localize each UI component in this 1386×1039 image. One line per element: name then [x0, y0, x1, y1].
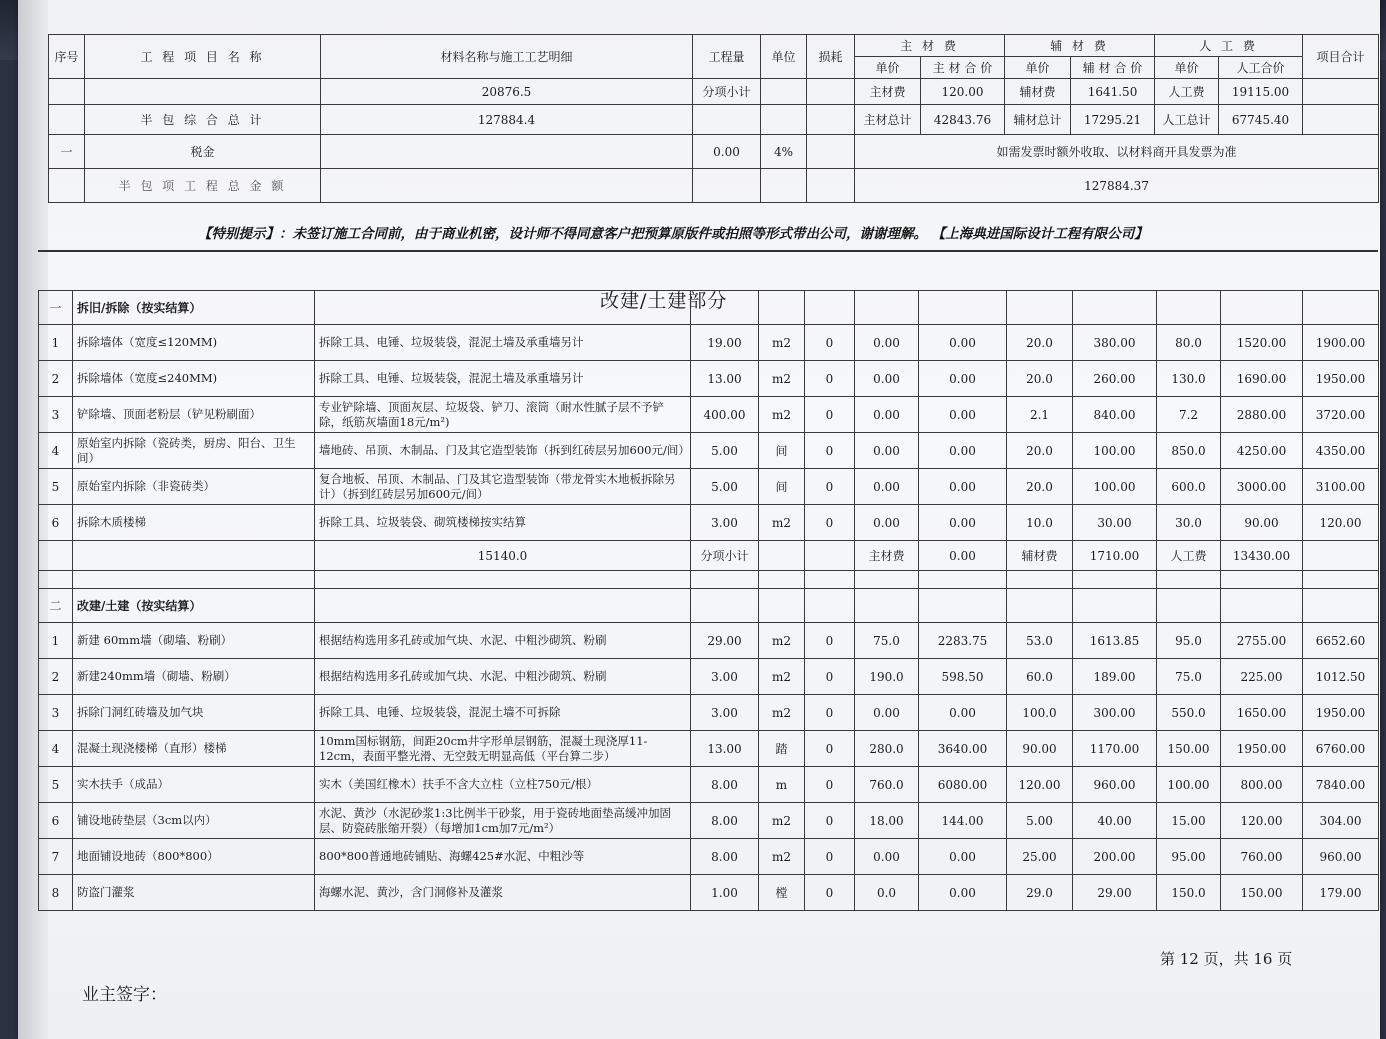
aux-unit-price: 2.1: [1007, 397, 1073, 433]
header-main-unit-price: 单价: [855, 57, 921, 79]
main-total: 2283.75: [919, 623, 1007, 659]
labor-total: 150.00: [1221, 875, 1303, 911]
unit: m2: [759, 803, 805, 839]
quantity: 29.00: [691, 623, 759, 659]
prev-main-value: 120.00: [921, 79, 1005, 105]
item-name: 地面铺设地砖（800*800）: [73, 839, 315, 875]
main-total-label: 主材总计: [855, 105, 921, 135]
header-aux-total: 辅 材 合 价: [1071, 57, 1155, 79]
item-total: 6652.60: [1303, 623, 1379, 659]
empty-cell: [855, 291, 919, 325]
budget-table: [38, 290, 1379, 911]
header-labor-unit-price: 单价: [1155, 57, 1219, 79]
labor-unit-price: 75.0: [1157, 659, 1221, 695]
row-number: 7: [39, 839, 73, 875]
aux-total-value: 17295.21: [1071, 105, 1155, 135]
labor-unit-price: 95.0: [1157, 623, 1221, 659]
labor-total: 3000.00: [1221, 469, 1303, 505]
loss: 0: [805, 731, 855, 767]
table-row: [39, 659, 1379, 695]
loss: 0: [805, 875, 855, 911]
empty-cell: [759, 291, 805, 325]
grand-total-label: 半 包 项 工 程 总 金 额: [85, 169, 321, 203]
subtotal-labor-label: 人工费: [1157, 541, 1221, 571]
item-name: 防盗门灌浆: [73, 875, 315, 911]
row-number: 1: [39, 623, 73, 659]
loss: 0: [805, 803, 855, 839]
empty-cell: [1157, 589, 1221, 623]
main-total: 0.00: [919, 875, 1007, 911]
prev-subtotal-label: 分项小计: [693, 79, 761, 105]
section-header-row: [39, 589, 1379, 623]
unit: m2: [759, 659, 805, 695]
header-item-name: 工 程 项 目 名 称: [85, 35, 321, 79]
table-row: [39, 767, 1379, 803]
empty-cell: [1303, 291, 1379, 325]
item-name: 实木扶手（成品）: [73, 767, 315, 803]
quantity: 3.00: [691, 695, 759, 731]
item-name: 原始室内拆除（非瓷砖类）: [73, 469, 315, 505]
labor-total: 1690.00: [1221, 361, 1303, 397]
labor-total: 1950.00: [1221, 731, 1303, 767]
aux-unit-price: 20.0: [1007, 433, 1073, 469]
prev-labor-value: 19115.00: [1219, 79, 1303, 105]
aux-unit-price: 90.00: [1007, 731, 1073, 767]
aux-unit-price: 20.0: [1007, 469, 1073, 505]
empty-cell: [315, 291, 691, 325]
row-number: 3: [39, 695, 73, 731]
aux-total: 200.00: [1073, 839, 1157, 875]
empty-cell: [1221, 291, 1303, 325]
empty-cell: [919, 291, 1007, 325]
labor-unit-price: 15.00: [1157, 803, 1221, 839]
unit: m2: [759, 839, 805, 875]
aux-total: 189.00: [1073, 659, 1157, 695]
header-aux-material: 辅 材 费: [1005, 35, 1155, 57]
unit: 间: [759, 433, 805, 469]
aux-total: 840.00: [1073, 397, 1157, 433]
special-notice: 【特别提示】：未签订施工合同前，由于商业机密，设计师不得同意客户把预算原版件或拍照等形式带出公司，谢谢理解。 【上海典进国际设计工程有限公司】: [198, 226, 1148, 242]
labor-unit-price: 150.0: [1157, 875, 1221, 911]
aux-total: 1170.00: [1073, 731, 1157, 767]
item-total: 1950.00: [1303, 695, 1379, 731]
labor-total: 2880.00: [1221, 397, 1303, 433]
subtotal-main-label: 主材费: [855, 541, 919, 571]
tax-amount: 0.00: [693, 135, 761, 169]
labor-unit-price: 850.0: [1157, 433, 1221, 469]
item-name: 新建240mm墙（砌墙、粉刷）: [73, 659, 315, 695]
item-total: 120.00: [1303, 505, 1379, 541]
main-unit-price: 0.00: [855, 397, 919, 433]
empty-cell: [1073, 291, 1157, 325]
labor-total: 760.00: [1221, 839, 1303, 875]
loss: 0: [805, 361, 855, 397]
prev-labor-label: 人工费: [1155, 79, 1219, 105]
grand-total-value: 127884.37: [855, 169, 1379, 203]
main-total: 598.50: [919, 659, 1007, 695]
loss: 0: [805, 695, 855, 731]
table-row: [39, 623, 1379, 659]
empty-cell: [919, 589, 1007, 623]
item-total: 3100.00: [1303, 469, 1379, 505]
empty-cell: [855, 571, 919, 589]
empty-cell: [1157, 291, 1221, 325]
table-row: [39, 361, 1379, 397]
loss: 0: [805, 433, 855, 469]
item-description: 800*800普通地砖铺贴、海螺425#水泥、中粗沙等: [315, 839, 691, 875]
aux-unit-price: 25.00: [1007, 839, 1073, 875]
main-unit-price: 0.00: [855, 505, 919, 541]
main-total: 0.00: [919, 695, 1007, 731]
tax-rate: 4%: [761, 135, 807, 169]
unit: m2: [759, 397, 805, 433]
header-item-total: 项目合计: [1303, 35, 1379, 79]
main-total: 0.00: [919, 433, 1007, 469]
main-total-value: 42843.76: [921, 105, 1005, 135]
quantity: 19.00: [691, 325, 759, 361]
section-title-cell: 拆旧/拆除（按实结算）: [73, 291, 315, 325]
table-row: [39, 505, 1379, 541]
empty-cell: [1073, 571, 1157, 589]
unit: m2: [759, 325, 805, 361]
empty-cell: [1157, 571, 1221, 589]
loss: 0: [805, 397, 855, 433]
item-description: 拆除工具、电锤、垃圾装袋，混泥土墙及承重墙另计: [315, 325, 691, 361]
header-unit: 单位: [761, 35, 807, 79]
loss: 0: [805, 767, 855, 803]
main-total: 0.00: [919, 325, 1007, 361]
prev-main-label: 主材费: [855, 79, 921, 105]
aux-total: 260.00: [1073, 361, 1157, 397]
section-seq: 二: [39, 589, 73, 623]
item-total: 960.00: [1303, 839, 1379, 875]
quantity: 3.00: [691, 659, 759, 695]
aux-total: 100.00: [1073, 433, 1157, 469]
empty-cell: [1303, 571, 1379, 589]
item-name: 新建 60mm墙（砌墙、粉刷）: [73, 623, 315, 659]
aux-unit-price: 5.00: [1007, 803, 1073, 839]
main-unit-price: 190.0: [855, 659, 919, 695]
main-unit-price: 0.00: [855, 695, 919, 731]
aux-total: 40.00: [1073, 803, 1157, 839]
empty-cell: [1073, 589, 1157, 623]
empty-cell: [691, 571, 759, 589]
labor-total: 1650.00: [1221, 695, 1303, 731]
header-main-total: 主 材 合 价: [921, 57, 1005, 79]
row-number: 4: [39, 731, 73, 767]
main-unit-price: 760.0: [855, 767, 919, 803]
labor-unit-price: 7.2: [1157, 397, 1221, 433]
labor-total: 1520.00: [1221, 325, 1303, 361]
main-total: 0.00: [919, 397, 1007, 433]
summary-table: [48, 34, 1379, 203]
table-row: [39, 695, 1379, 731]
prev-aux-label: 辅材费: [1005, 79, 1071, 105]
table-row: [39, 731, 1379, 767]
quantity: 5.00: [691, 469, 759, 505]
labor-total: 800.00: [1221, 767, 1303, 803]
empty-cell: [1303, 589, 1379, 623]
item-description: 墙地砖、吊顶、木制品、门及其它造型装饰（拆到红砖层另加600元/间）: [315, 433, 691, 469]
empty-cell: [1007, 291, 1073, 325]
item-description: 海螺水泥、黄沙，含门洞修补及灌浆: [315, 875, 691, 911]
quantity: 5.00: [691, 433, 759, 469]
aux-unit-price: 29.0: [1007, 875, 1073, 911]
main-total: 6080.00: [919, 767, 1007, 803]
item-name: 铺设地砖垫层（3cm以内）: [73, 803, 315, 839]
labor-total-value: 67745.40: [1219, 105, 1303, 135]
tax-seq: 一: [49, 135, 85, 169]
loss: 0: [805, 839, 855, 875]
section-title: 改建/土建部分: [600, 290, 728, 312]
loss: 0: [805, 623, 855, 659]
aux-total: 29.00: [1073, 875, 1157, 911]
labor-unit-price: 30.0: [1157, 505, 1221, 541]
main-unit-price: 75.0: [855, 623, 919, 659]
unit: 樘: [759, 875, 805, 911]
aux-total: 1613.85: [1073, 623, 1157, 659]
aux-total: 30.00: [1073, 505, 1157, 541]
item-name: 铲除墙、顶面老粉层（铲见粉刷面）: [73, 397, 315, 433]
labor-unit-price: 550.0: [1157, 695, 1221, 731]
table-row: [39, 875, 1379, 911]
labor-unit-price: 95.00: [1157, 839, 1221, 875]
empty-cell: [805, 291, 855, 325]
prev-subtotal-amount: 20876.5: [321, 79, 693, 105]
item-total: 179.00: [1303, 875, 1379, 911]
empty-cell: [1007, 589, 1073, 623]
empty-cell: [73, 541, 315, 571]
header-aux-unit-price: 单价: [1005, 57, 1071, 79]
aux-unit-price: 60.0: [1007, 659, 1073, 695]
main-total: 0.00: [919, 505, 1007, 541]
section-title-cell: 改建/土建（按实结算）: [73, 589, 315, 623]
tax-label: 税金: [85, 135, 321, 169]
item-description: 复合地板、吊顶、木制品、门及其它造型装饰（带龙骨实木地板拆除另计）（拆到红砖层另加600元/间）: [315, 469, 691, 505]
item-name: 拆除门洞红砖墙及加气块: [73, 695, 315, 731]
empty-cell: [1303, 541, 1379, 571]
loss: 0: [805, 325, 855, 361]
subtotal-main-value: 0.00: [919, 541, 1007, 571]
loss: 0: [805, 659, 855, 695]
prev-aux-value: 1641.50: [1071, 79, 1155, 105]
invoice-note: 如需发票时额外收取、以材料商开具发票为准: [855, 135, 1379, 169]
labor-total-label: 人工总计: [1155, 105, 1219, 135]
quantity: 8.00: [691, 767, 759, 803]
labor-total: 4250.00: [1221, 433, 1303, 469]
main-unit-price: 18.00: [855, 803, 919, 839]
main-total: 0.00: [919, 839, 1007, 875]
page-number: 第 12 页，共 16 页: [1160, 950, 1293, 968]
subtotal-aux-value: 1710.00: [1073, 541, 1157, 571]
row-number: 6: [39, 803, 73, 839]
item-description: 10mm国标钢筋，间距20cm井字形单层钢筋，混凝土现浇厚11-12cm，表面平整光滑、无空鼓无明显高低（平台算二步）: [315, 731, 691, 767]
labor-unit-price: 130.0: [1157, 361, 1221, 397]
item-description: 水泥、黄沙（水泥砂浆1:3比例半干砂浆，用于瓷砖地面垫高缓冲加固层、防瓷砖胀缩开裂）（每增加1cm加7元/m²）: [315, 803, 691, 839]
labor-total: 2755.00: [1221, 623, 1303, 659]
quantity: 8.00: [691, 839, 759, 875]
half-total-value: 127884.4: [321, 105, 693, 135]
half-total-label: 半 包 综 合 总 计: [85, 105, 321, 135]
loss: 0: [805, 469, 855, 505]
aux-unit-price: 100.0: [1007, 695, 1073, 731]
item-description: 专业铲除墙、顶面灰层、垃圾袋、铲刀、滚筒（耐水性腻子层不予铲除，纸筋灰墙面18元/m²): [315, 397, 691, 433]
quantity: 8.00: [691, 803, 759, 839]
header-material-desc: 材料名称与施工工艺明细: [321, 35, 693, 79]
labor-total: 225.00: [1221, 659, 1303, 695]
divider: [38, 250, 1378, 252]
quantity: 13.00: [691, 731, 759, 767]
main-unit-price: 280.0: [855, 731, 919, 767]
section-seq: 一: [39, 291, 73, 325]
unit: m2: [759, 623, 805, 659]
row-number: 5: [39, 767, 73, 803]
subtotal-row: [39, 541, 1379, 571]
unit: m2: [759, 695, 805, 731]
row-number: 3: [39, 397, 73, 433]
empty-cell: [73, 571, 315, 589]
labor-unit-price: 150.00: [1157, 731, 1221, 767]
main-unit-price: 0.0: [855, 875, 919, 911]
main-unit-price: 0.00: [855, 361, 919, 397]
row-number: 6: [39, 505, 73, 541]
row-number: 4: [39, 433, 73, 469]
subtotal-labor-value: 13430.00: [1221, 541, 1303, 571]
table-row: [39, 469, 1379, 505]
empty-cell: [691, 589, 759, 623]
unit: m2: [759, 361, 805, 397]
empty-cell: [1007, 571, 1073, 589]
empty-cell: [805, 589, 855, 623]
item-name: 拆除墙体（宽度≤120MM): [73, 325, 315, 361]
row-number: 2: [39, 659, 73, 695]
item-total: 6760.00: [1303, 731, 1379, 767]
main-unit-price: 0.00: [855, 469, 919, 505]
quantity: 1.00: [691, 875, 759, 911]
table-row: [39, 803, 1379, 839]
unit: 间: [759, 469, 805, 505]
owner-signature: 业主签字：: [82, 985, 167, 1005]
aux-unit-price: 20.0: [1007, 325, 1073, 361]
empty-cell: [691, 291, 759, 325]
item-total: 1900.00: [1303, 325, 1379, 361]
item-total: 3720.00: [1303, 397, 1379, 433]
quantity: 400.00: [691, 397, 759, 433]
unit: 踏: [759, 731, 805, 767]
row-number: 8: [39, 875, 73, 911]
empty-cell: [315, 571, 691, 589]
table-row: [39, 325, 1379, 361]
subtotal-label: 分项小计: [691, 541, 759, 571]
section-header-row: [39, 291, 1379, 325]
item-name: 拆除墙体（宽度≤240MM): [73, 361, 315, 397]
aux-unit-price: 10.0: [1007, 505, 1073, 541]
aux-total-label: 辅材总计: [1005, 105, 1071, 135]
row-number: 5: [39, 469, 73, 505]
item-description: 拆除工具、垃圾装袋、砌筑楼梯按实结算: [315, 505, 691, 541]
aux-unit-price: 53.0: [1007, 623, 1073, 659]
item-total: 1012.50: [1303, 659, 1379, 695]
aux-total: 380.00: [1073, 325, 1157, 361]
main-unit-price: 0.00: [855, 433, 919, 469]
empty-cell: [39, 571, 73, 589]
labor-unit-price: 80.0: [1157, 325, 1221, 361]
header-seq: 序号: [49, 35, 85, 79]
empty-cell: [759, 589, 805, 623]
item-total: 1950.00: [1303, 361, 1379, 397]
header-quantity: 工程量: [693, 35, 761, 79]
table-row: [39, 397, 1379, 433]
item-total: 7840.00: [1303, 767, 1379, 803]
unit: m2: [759, 505, 805, 541]
table-row: [39, 433, 1379, 469]
empty-cell: [855, 589, 919, 623]
aux-unit-price: 120.00: [1007, 767, 1073, 803]
header-loss: 损耗: [807, 35, 855, 79]
item-description: 根据结构选用多孔砖或加气块、水泥、中粗沙砌筑、粉刷: [315, 623, 691, 659]
labor-unit-price: 100.00: [1157, 767, 1221, 803]
empty-cell: [805, 571, 855, 589]
item-name: 原始室内拆除（瓷砖类，厨房、阳台、卫生间）: [73, 433, 315, 469]
loss: 0: [805, 505, 855, 541]
header-labor-total: 人工合价: [1219, 57, 1303, 79]
labor-total: 120.00: [1221, 803, 1303, 839]
item-name: 拆除木质楼梯: [73, 505, 315, 541]
spacer-row: [39, 571, 1379, 589]
aux-total: 960.00: [1073, 767, 1157, 803]
main-unit-price: 0.00: [855, 325, 919, 361]
empty-cell: [919, 571, 1007, 589]
main-unit-price: 0.00: [855, 839, 919, 875]
empty-cell: [1221, 589, 1303, 623]
unit: m: [759, 767, 805, 803]
main-total: 3640.00: [919, 731, 1007, 767]
item-total: 4350.00: [1303, 433, 1379, 469]
main-total: 0.00: [919, 361, 1007, 397]
labor-total: 90.00: [1221, 505, 1303, 541]
subtotal-aux-label: 辅材费: [1007, 541, 1073, 571]
empty-cell: [759, 541, 805, 571]
empty-cell: [1221, 571, 1303, 589]
item-description: 根据结构选用多孔砖或加气块、水泥、中粗沙砌筑、粉刷: [315, 659, 691, 695]
subtotal-amount: 15140.0: [315, 541, 691, 571]
row-number: 2: [39, 361, 73, 397]
aux-unit-price: 20.0: [1007, 361, 1073, 397]
empty-cell: [805, 541, 855, 571]
empty-cell: [315, 589, 691, 623]
quantity: 13.00: [691, 361, 759, 397]
aux-total: 100.00: [1073, 469, 1157, 505]
main-total: 144.00: [919, 803, 1007, 839]
aux-total: 300.00: [1073, 695, 1157, 731]
item-description: 拆除工具、电锤、垃圾装袋，混泥土墙不可拆除: [315, 695, 691, 731]
header-main-material: 主 材 费: [855, 35, 1005, 57]
item-description: 实木（美国红橡木）扶手不含大立柱（立柱750元/根）: [315, 767, 691, 803]
main-total: 0.00: [919, 469, 1007, 505]
empty-cell: [39, 541, 73, 571]
item-total: 304.00: [1303, 803, 1379, 839]
labor-unit-price: 600.0: [1157, 469, 1221, 505]
empty-cell: [759, 571, 805, 589]
item-description: 拆除工具、电锤、垃圾装袋，混泥土墙及承重墙另计: [315, 361, 691, 397]
header-labor: 人 工 费: [1155, 35, 1303, 57]
row-number: 1: [39, 325, 73, 361]
table-row: [39, 839, 1379, 875]
item-name: 混凝土现浇楼梯（直形）楼梯: [73, 731, 315, 767]
quantity: 3.00: [691, 505, 759, 541]
